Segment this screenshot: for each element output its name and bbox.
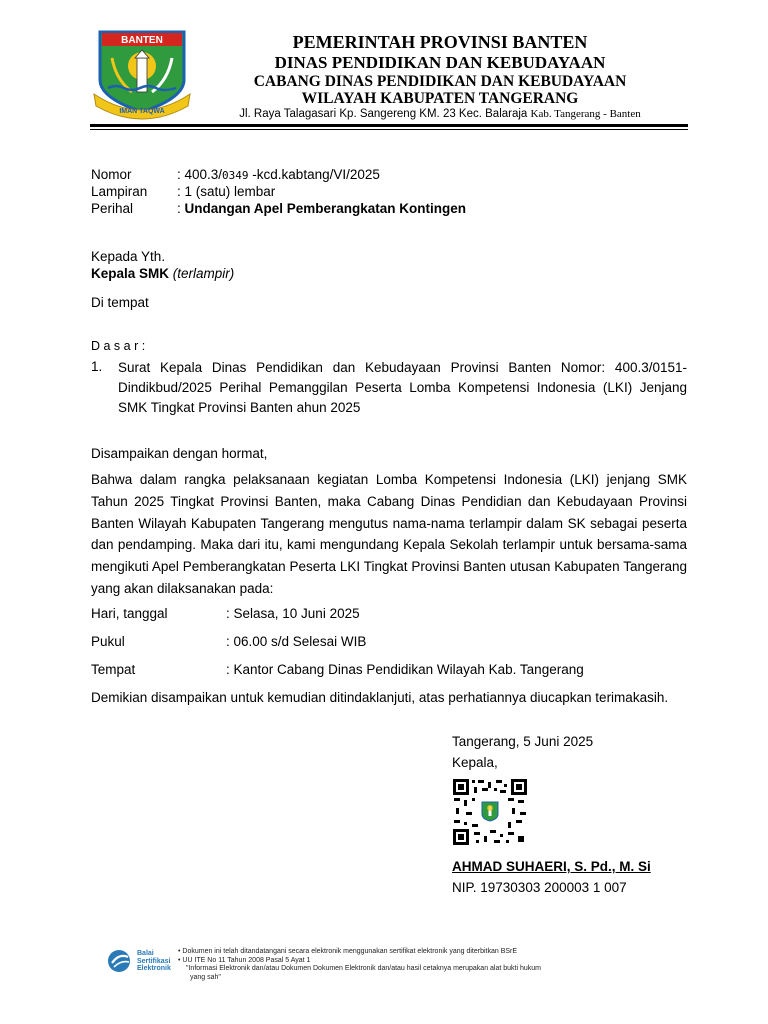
lampiran-label: Lampiran (91, 184, 148, 199)
recipient-greeting: Kepada Yth. (91, 249, 166, 264)
recipient-name (91, 266, 234, 281)
dasar-item-number: 1. (91, 359, 103, 374)
qr-code-signature-icon (452, 778, 528, 846)
pukul-value: : 06.00 s/d Selesai WIB (226, 634, 367, 649)
dasar-item-text: Surat Kepala Dinas Pendidikan dan Kebudayaan Provinsi Banten Nomor: 400.3/0151-Dindikbud/2025 Perihal Pemanggilan Peserta Lomba Kompetensi Indonesia (LKI) Jenjang SMK Tingkat Provinsi Banten ahun 2025 (118, 360, 687, 415)
dasar-label: D a s a r : (91, 339, 146, 353)
signatory-nip: NIP. 19730303 200003 1 007 (452, 880, 627, 895)
address-street: Jl. Raya Talagasari Kp. Sangereng KM. 23 Kec. Balaraja (239, 108, 528, 120)
svg-text:IMAN TAQWA: IMAN TAQWA (119, 108, 165, 115)
header-address (210, 108, 670, 120)
recipient-title: Kepala SMK (91, 266, 170, 281)
bsre-logo-text (137, 950, 171, 973)
body-paragraph: Bahwa dalam rangka pelaksanaan kegiatan Lomba Kompetensi Indonesia (LKI) jenjang SMK Tahun 2025 Tingkat Provinsi Banten, maka Cabang Dinas Pendidian dan Kebudayaan Provinsi Banten Wilayah Kabupaten Tangerang mengutus nama-nama terlampir dalam SK sebagai peserta dan pendamping. Maka dari itu, kami mengundang Kepala Sekolah terlampir untuk bersama-sama mengikuti Apel Pemberangkatan Peserta LKI Tingkat Provinsi Banten utusan Kabupaten Tangerang yang akan dilaksanakan pada: (91, 472, 687, 596)
nomor-value (177, 167, 380, 182)
bsre-note-3: "Informasi Elektronik dan/atau Dokumen Dokumen Elektronik dan/atau hasil cetaknya merupakan alat bukti hukum (186, 965, 542, 972)
nomor-label: Nomor (91, 167, 132, 182)
lampiran-value: : 1 (satu) lembar (177, 184, 276, 199)
bsre-notes (178, 948, 598, 982)
header-line-branch: CABANG DINAS PENDIDIKAN DAN KEBUDAYAAN (253, 73, 627, 90)
tempat-label: Tempat (91, 662, 136, 677)
bsre-note-4: yang sah" (190, 973, 221, 981)
pukul-label: Pukul (91, 634, 125, 649)
bsre-note-1: • Dokumen ini telah ditandatangani secara elektronik menggunakan sertifikat elektronik yang diterbitkan BSrE (178, 948, 518, 955)
signatory-name: AHMAD SUHAERI, S. Pd., M. Si (452, 859, 651, 874)
bsre-text-line1: Balai (137, 950, 154, 957)
perihal-value (177, 201, 466, 216)
bsre-note-2: • UU ITE No 11 Tahun 2008 Pasal 5 Ayat 1 (178, 956, 311, 964)
perihal-subject: Undangan Apel Pemberangkatan Kontingen (184, 201, 467, 216)
nomor-prefix: : 400.3/ (177, 167, 223, 182)
bsre-logo-icon (105, 948, 135, 974)
address-city: Kab. Tangerang - Banten (530, 108, 641, 120)
tempat-value: : Kantor Cabang Dinas Pendidikan Wilayah Kab. Tangerang (226, 662, 584, 677)
banten-coat-of-arms-logo (92, 28, 192, 120)
svg-text:BANTEN: BANTEN (121, 35, 163, 46)
perihal-label: Perihal (91, 201, 134, 216)
header-rule (90, 124, 688, 130)
nomor-suffix: -kcd.kabtang/VI/2025 (248, 167, 380, 182)
bsre-text-line2: Sertifikasi (137, 957, 171, 965)
signature-place-date: Tangerang, 5 Juni 2025 (452, 734, 594, 749)
perihal-colon: : (177, 201, 185, 216)
header-line-department: DINAS PENDIDIKAN DAN KEBUDAYAAN (274, 53, 606, 72)
body-closing: Demikian disampaikan untuk kemudian ditindaklanjuti, atas perhatiannya diucapkan terimakasih. (91, 690, 669, 705)
header-line-government: PEMERINTAH PROVINSI BANTEN (292, 32, 588, 52)
bsre-text-line3: Elektronik (137, 965, 171, 972)
recipient-place: Di tempat (91, 295, 149, 310)
hari-value: : Selasa, 10 Juni 2025 (226, 606, 360, 621)
recipient-note: (terlampir) (172, 266, 235, 281)
body-opening: Disampaikan dengan hormat, (91, 446, 268, 461)
nomor-number: 0349 (222, 169, 249, 182)
hari-label: Hari, tanggal (91, 606, 168, 621)
header-line-region: WILAYAH KABUPATEN TANGERANG (301, 90, 579, 107)
signature-position: Kepala, (452, 755, 498, 770)
